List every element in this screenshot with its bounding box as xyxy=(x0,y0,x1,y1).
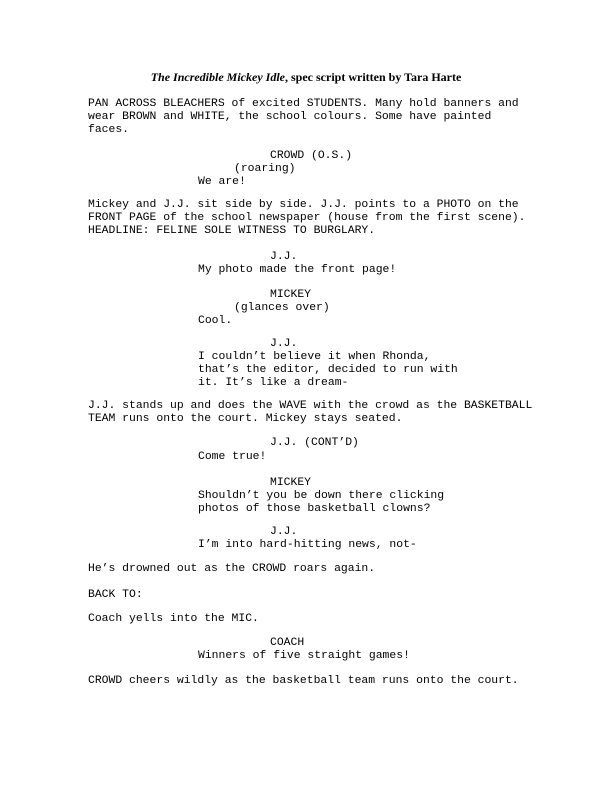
dialogue-line: Winners of five straight games! xyxy=(198,650,410,662)
character-cue: COACH xyxy=(270,637,305,649)
dialogue-line: We are! xyxy=(198,176,246,188)
title-byline: , spec script written by Tara Harte xyxy=(285,70,462,84)
character-cue: J.J. (CONT’D) xyxy=(270,437,359,449)
action-line: faces. xyxy=(88,124,130,136)
action-line: HEADLINE: FELINE SOLE WITNESS TO BURGLARY. xyxy=(88,225,376,237)
action-line: wear BROWN and WHITE, the school colours. Some have painted xyxy=(88,111,492,123)
dialogue-line: My photo made the front page! xyxy=(198,264,397,276)
action-line: Mickey and J.J. sit side by side. J.J. points to a PHOTO on the xyxy=(88,199,519,211)
action-line: CROWD cheers wildly as the basketball team runs onto the court. xyxy=(88,675,519,687)
page-title xyxy=(0,70,612,85)
parenthetical: (roaring) xyxy=(234,163,296,175)
action-line: Coach yells into the MIC. xyxy=(88,613,259,625)
character-cue: J.J. xyxy=(270,338,298,350)
character-cue: MICKEY xyxy=(270,289,312,301)
dialogue-line: Come true! xyxy=(198,451,267,463)
parenthetical: (glances over) xyxy=(234,302,330,314)
dialogue-line: I’m into hard-hitting news, not- xyxy=(198,539,417,551)
dialogue-line: Shouldn’t you be down there clicking xyxy=(198,490,445,502)
character-cue: J.J. xyxy=(270,251,298,263)
action-line: TEAM runs onto the court. Mickey stays seated. xyxy=(88,413,403,425)
character-cue: MICKEY xyxy=(270,477,312,489)
action-line: He’s drowned out as the CROWD roars again. xyxy=(88,563,376,575)
action-line: PAN ACROSS BLEACHERS of excited STUDENTS. Many hold banners and xyxy=(88,98,519,110)
title-show-name: The Incredible Mickey Idle xyxy=(150,70,285,84)
transition-line: BACK TO: xyxy=(88,589,143,601)
dialogue-line: it. It’s like a dream- xyxy=(198,377,349,389)
dialogue-line: I couldn’t believe it when Rhonda, xyxy=(198,351,431,363)
action-line: FRONT PAGE of the school newspaper (house from the first scene). xyxy=(88,212,526,224)
dialogue-line: Cool. xyxy=(198,315,233,327)
dialogue-line: that’s the editor, decided to run with xyxy=(198,364,458,376)
character-cue: CROWD (O.S.) xyxy=(270,150,353,162)
action-line: J.J. stands up and does the WAVE with the crowd as the BASKETBALL xyxy=(88,400,533,412)
dialogue-line: photos of those basketball clowns? xyxy=(198,503,431,515)
character-cue: J.J. xyxy=(270,526,298,538)
